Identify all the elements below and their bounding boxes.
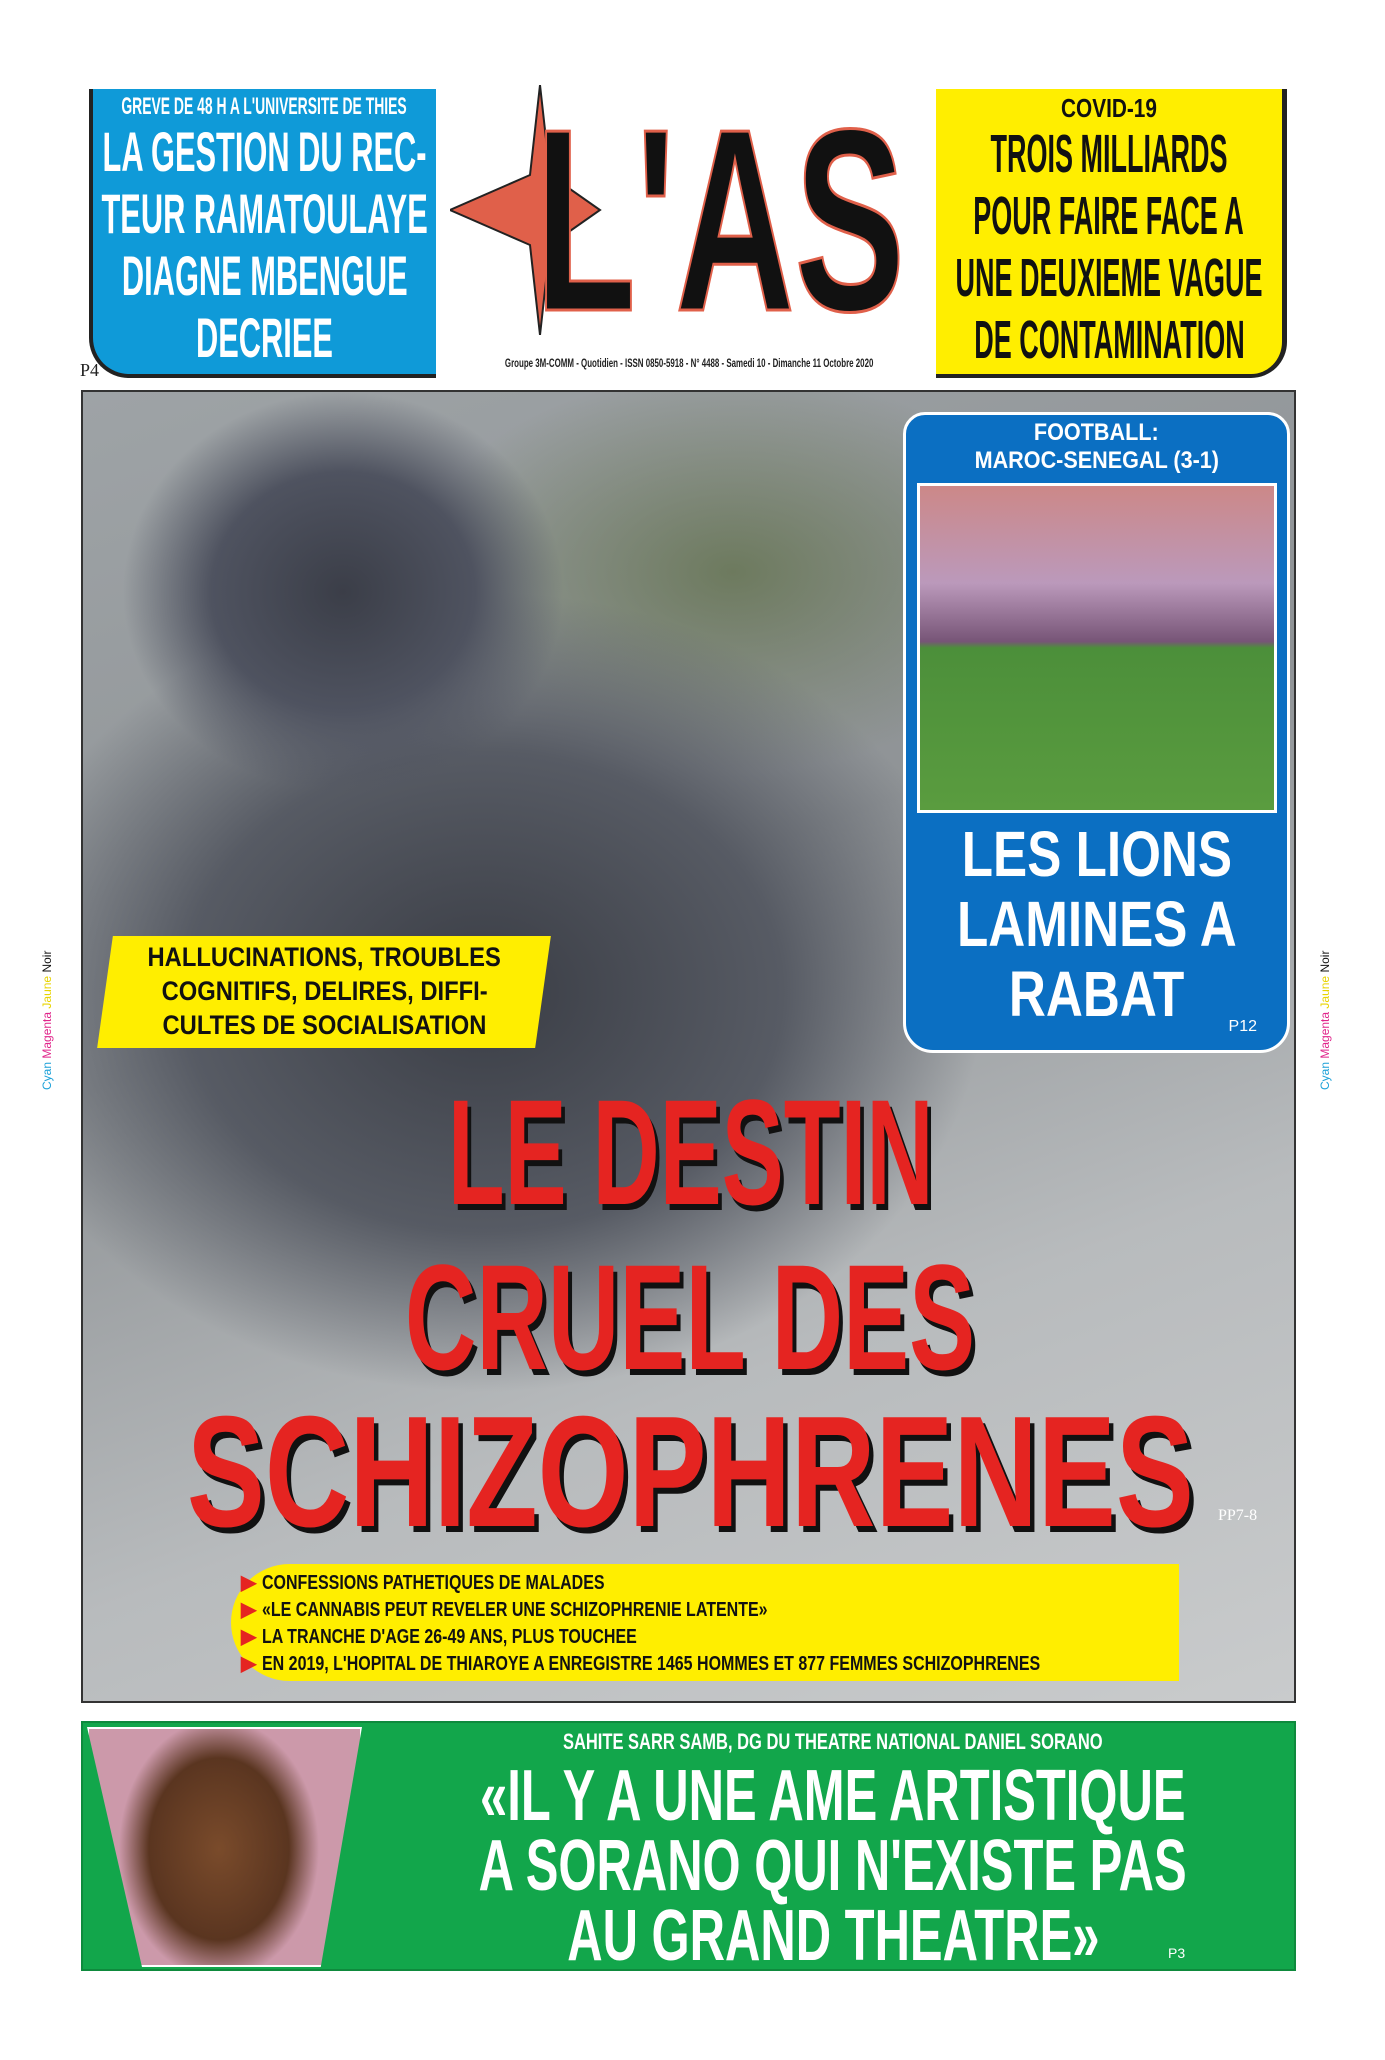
football-headline-2: LAMINES A bbox=[956, 888, 1237, 960]
interview-quote-3: AU GRAND THEATRE» bbox=[566, 1896, 1100, 1976]
arrow-icon: ▶ bbox=[241, 1599, 257, 1621]
left-story-headline-1: LA GESTION DU REC- bbox=[102, 120, 427, 183]
callout-line-3: CULTES DE SOCIALISATION bbox=[162, 1010, 487, 1040]
right-story-headline-4: DE CONTAMINATION bbox=[973, 310, 1245, 370]
left-story[interactable] bbox=[89, 89, 436, 378]
football-headline-3: RABAT bbox=[1008, 958, 1185, 1030]
interview-quote-2: A SORANO QUI N'EXISTE PAS bbox=[478, 1826, 1188, 1906]
main-photo bbox=[81, 390, 1296, 1703]
arrow-icon: ▶ bbox=[241, 1626, 257, 1648]
masthead-logo bbox=[450, 85, 925, 335]
football-story[interactable] bbox=[903, 412, 1290, 1053]
football-page: P12 bbox=[1228, 1018, 1257, 1035]
football-photo bbox=[917, 483, 1277, 813]
left-story-page: P4 bbox=[80, 360, 100, 380]
logo-text: L'AS bbox=[535, 85, 905, 335]
right-story-headline-3: UNE DEUXIEME VAGUE bbox=[955, 248, 1263, 308]
main-headline-3: SCHIZOPHRENES bbox=[187, 1384, 1194, 1560]
left-story-headline-3: DIAGNE MBENGUE bbox=[121, 244, 408, 307]
football-kicker-1: FOOTBALL: bbox=[1034, 419, 1159, 446]
callout-line-1: HALLUCINATIONS, TROUBLES bbox=[147, 942, 502, 972]
interview-page: P3 bbox=[1168, 1945, 1186, 1961]
main-story-page: PP7-8 bbox=[1218, 1507, 1258, 1524]
interview-story[interactable] bbox=[81, 1721, 1296, 1976]
football-headline-1: LES LIONS bbox=[961, 818, 1232, 890]
main-headline-1: LE DESTIN bbox=[447, 1068, 934, 1236]
right-story-headline-1: TROIS MILLIARDS bbox=[990, 124, 1228, 184]
right-story-headline-2: POUR FAIRE FACE A bbox=[973, 186, 1245, 246]
bullet-item: ▶ EN 2019, L'HOPITAL DE THIAROYE A ENREGISTRE 1465 HOMMES ET 877 FEMMES SCHIZOPHRENES bbox=[241, 1653, 1041, 1675]
football-kicker-2: MAROC-SENEGAL (3-1) bbox=[974, 447, 1219, 474]
bullet-list bbox=[231, 1564, 1179, 1681]
bullet-item: ▶ «LE CANNABIS PEUT REVELER UNE SCHIZOPHRENIE LATENTE» bbox=[241, 1599, 768, 1621]
issue-line: Groupe 3M-COMM - Quotidien - ISSN 0850-5918 - N° 4488 - Samedi 10 - Dimanche 11 Octobre 2020 bbox=[505, 356, 874, 370]
main-headline-2: CRUEL DES bbox=[405, 1233, 976, 1401]
right-story[interactable] bbox=[936, 89, 1287, 378]
symptoms-callout bbox=[97, 936, 551, 1048]
interview-quote-1: «IL Y A UNE AME ARTISTIQUE bbox=[480, 1756, 1186, 1836]
left-story-headline-4: DECRIEE bbox=[196, 306, 333, 369]
arrow-icon: ▶ bbox=[241, 1572, 257, 1594]
left-story-kicker: GREVE DE 48 H A L'UNIVERSITE DE THIES bbox=[121, 93, 408, 120]
right-story-kicker: COVID-19 bbox=[1061, 93, 1157, 123]
bullet-item: ▶ LA TRANCHE D'AGE 26-49 ANS, PLUS TOUCHEE bbox=[241, 1626, 638, 1648]
interview-kicker: SAHITE SARR SAMB, DG DU THEATRE NATIONAL DANIEL SORANO bbox=[563, 1729, 1103, 1754]
callout-line-2: COGNITIFS, DELIRES, DIFFI- bbox=[161, 976, 488, 1006]
color-marks-left: Cyan Magenta Jaune Noir bbox=[40, 950, 54, 1090]
interviewee-photo bbox=[87, 1727, 362, 1967]
left-story-headline-2: TEUR RAMATOULAYE bbox=[101, 182, 428, 245]
bullet-item: ▶ CONFESSIONS PATHETIQUES DE MALADES bbox=[241, 1572, 605, 1594]
color-marks-right: Cyan Magenta Jaune Noir bbox=[1318, 950, 1332, 1090]
arrow-icon: ▶ bbox=[241, 1653, 257, 1675]
